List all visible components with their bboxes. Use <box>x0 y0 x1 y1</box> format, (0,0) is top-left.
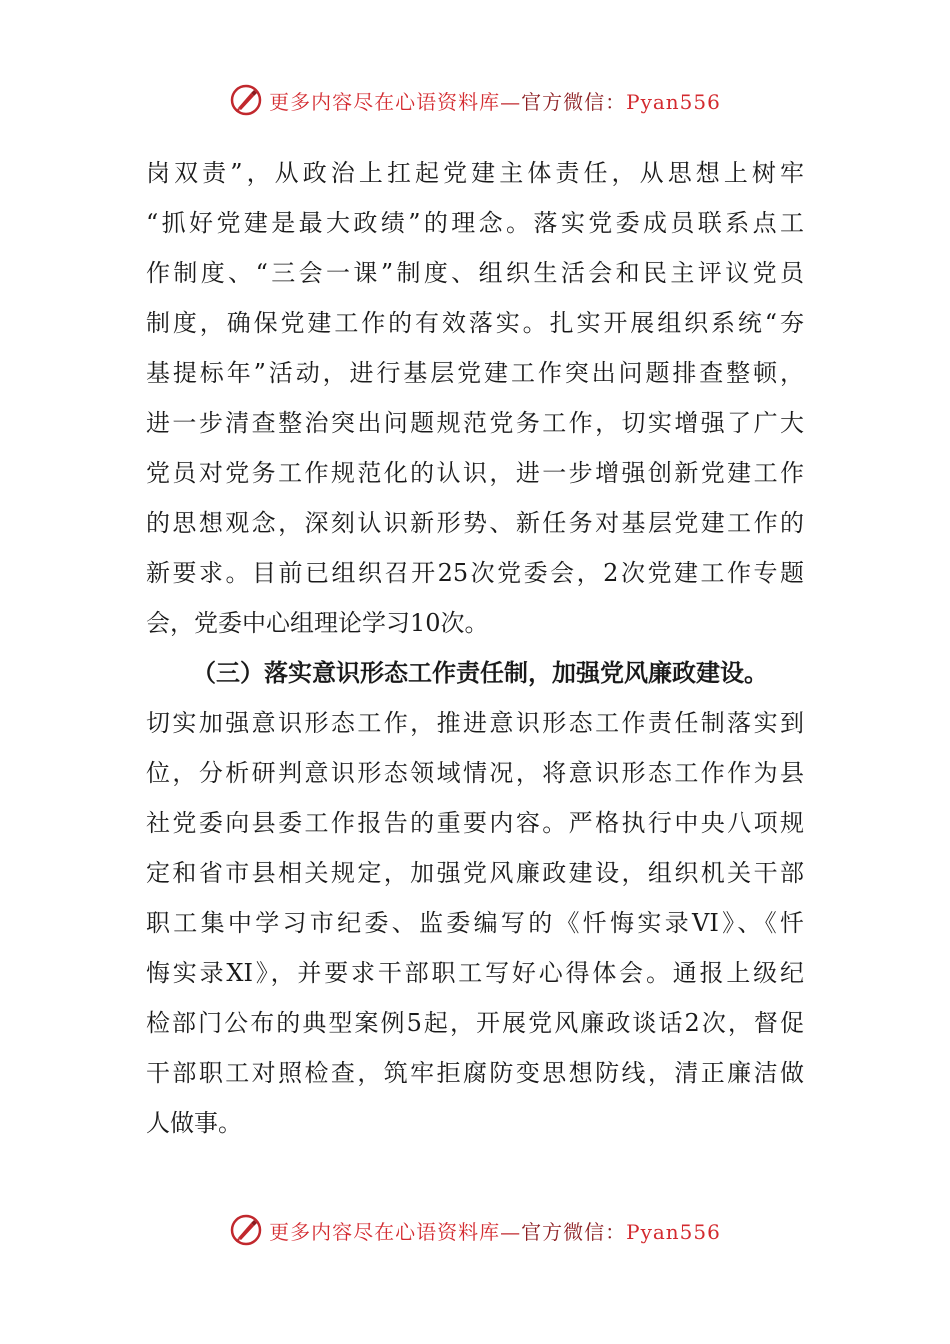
paragraph-1-line: 作制度、“三会一课”制度、组织生活会和民主评议党员 <box>146 259 804 287</box>
paragraph-1-line: 岗双责”，从政治上扛起党建主体责任，从思想上树牢 <box>146 159 804 187</box>
paragraph-2-line: 悔实录XI》，并要求干部职工写好心得体会。通报上级纪 <box>146 959 804 987</box>
paragraph-1-line: “抓好党建是最大政绩”的理念。落实党委成员联系点工 <box>146 209 804 237</box>
paragraph-1-line: 新要求。目前已组织召开25次党委会，2次党建工作专题 <box>146 559 804 587</box>
banner-main-text: 更多内容尽在心语资料库 <box>269 89 501 114</box>
paragraph-1-line: 的思想观念，深刻认识新形势、新任务对基层党建工作的 <box>146 509 804 537</box>
banner-wechat-id: Pyan556 <box>626 1219 721 1244</box>
paragraph-1-line: 会，党委中心组理论学习10次。 <box>146 609 489 637</box>
paragraph-2-line: 检部门公布的典型案例5起，开展党风廉政谈话2次，督促 <box>146 1009 804 1037</box>
paragraph-2-line: 定和省市县相关规定，加强党风廉政建设，组织机关干部 <box>146 859 804 887</box>
paragraph-2-line: 职工集中学习市纪委、监委编写的《忏悔实录VI》、《忏 <box>146 909 804 937</box>
banner-main-text: 更多内容尽在心语资料库 <box>269 1219 501 1244</box>
pen-logo-icon <box>229 1213 263 1247</box>
banner-text <box>269 86 721 115</box>
document-body <box>146 148 804 1148</box>
paragraph-1-line: 制度，确保党建工作的有效落实。扎实开展组织系统“夯 <box>146 309 804 337</box>
paragraph-2-line: 社党委向县委工作报告的重要内容。严格执行中央八项规 <box>146 809 804 837</box>
paragraph-2-line: 人做事。 <box>146 1109 242 1137</box>
paragraph-2-line: 干部职工对照检查，筑牢拒腐防变思想防线，清正廉洁做 <box>146 1059 804 1087</box>
banner-dash: — <box>500 1219 522 1244</box>
paragraph-1-line: 党员对党务工作规范化的认识，进一步增强创新党建工作 <box>146 459 804 487</box>
banner-text <box>269 1216 721 1245</box>
footer-banner <box>0 1210 950 1250</box>
paragraph-1-line: 基提标年”活动，进行基层党建工作突出问题排查整顿， <box>146 359 804 387</box>
banner-wechat-id: Pyan556 <box>626 89 721 114</box>
paragraph-1-line: 进一步清查整治突出问题规范党务工作，切实增强了广大 <box>146 409 804 437</box>
paragraph-2-line: 切实加强意识形态工作，推进意识形态工作责任制落实到 <box>146 709 804 737</box>
banner-wechat-label: 官方微信： <box>521 1219 627 1244</box>
banner-dash: — <box>500 89 522 114</box>
banner-wechat-label: 官方微信： <box>521 89 627 114</box>
section-heading: （三）落实意识形态工作责任制，加强党风廉政建设。 <box>192 658 768 687</box>
pen-logo-icon <box>229 83 263 117</box>
paragraph-2-line: 位，分析研判意识形态领域情况，将意识形态工作作为县 <box>146 759 804 787</box>
header-banner <box>0 80 950 120</box>
